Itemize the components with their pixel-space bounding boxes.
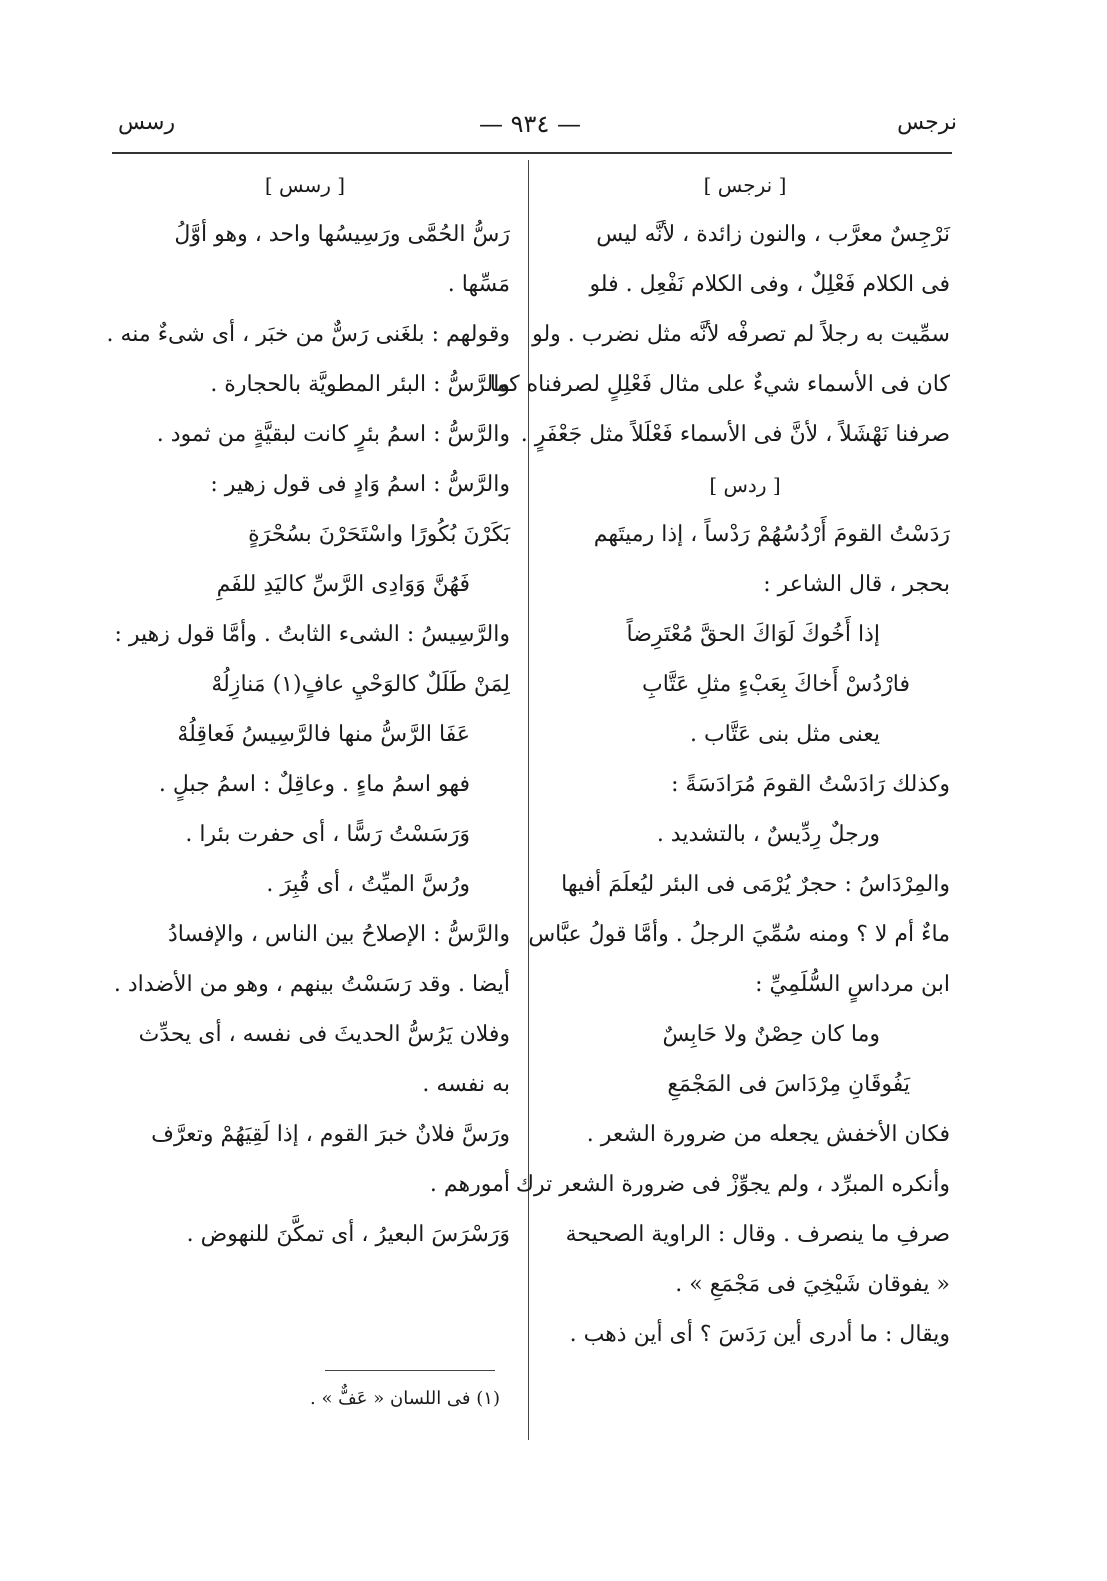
text-line: والرَّسُّ : اسمُ وَادٍ فى قول زهير : <box>210 472 510 497</box>
text-line: ورجلٌ رِدِّيسٌ ، بالتشديد . <box>656 822 880 847</box>
right-column <box>489 160 950 1360</box>
text-line: فى الكلام فَعْلِلٌ ، وفى الكلام نَفْعِل . فلو <box>589 272 950 297</box>
text-line: وما كان حِصْنٌ ولا حَابِسٌ <box>662 1022 880 1047</box>
text-line: وأنكره المبرِّد ، ولم يجوِّزْ فى ضرورة الشعر ترك <box>515 1172 950 1197</box>
section-heading: [ نرجس ] <box>703 173 787 197</box>
text-line: لِمَنْ طَلَلٌ كالوَحْيِ عافٍ(١) مَنازِلُهْ <box>211 672 510 697</box>
text-line: ابن مرداسٍ السُّلَمِيِّ : <box>755 972 950 997</box>
section-heading: [ رسس ] <box>264 173 346 197</box>
text-line: وَرَسَسْتُ رَسًّا ، أى حفرت بئرا . <box>185 822 470 847</box>
column-divider <box>528 160 529 1440</box>
header-right-word: نرجس <box>897 110 957 135</box>
text-line: كان فى الأسماء شيءٌ على مثال فَعْلِلٍ لصرفناه كما <box>489 372 950 397</box>
text-line: إذا أَخُوكَ لَوَاكَ الحقَّ مُعْتَرِضاً <box>626 622 880 647</box>
text-line: « يفوقان شَيْخِيَ فى مَجْمَعِ » . <box>675 1272 950 1297</box>
text-line: أمورهم . <box>429 1172 510 1197</box>
text-line: نَرْجِسٌ معرَّب ، والنون زائدة ، لأنَّه ليس <box>596 222 950 247</box>
text-line: عَفَا الرَّسُّ منها فالرَّسِيسُ فَعاقِلُهْ <box>177 722 470 747</box>
text-line: ماءٌ أم لا ؟ ومنه سُمِّيَ الرجلُ . وأمَّا قولُ عبَّاس <box>528 922 950 947</box>
section-heading: [ ردس ] <box>709 473 781 497</box>
text-line: فكان الأخفش يجعله من ضرورة الشعر . <box>586 1122 950 1147</box>
text-line: يعنى مثل بنى عَتَّاب . <box>689 722 880 747</box>
text-line: والرَّسُّ : اسمُ بئرٍ كانت لبقيَّةٍ من ثمود . <box>156 422 510 447</box>
header-rule <box>112 152 952 154</box>
text-line: مَسِّها . <box>447 272 510 297</box>
text-line: وفلان يَرُسُّ الحديثَ فى نفسه ، أى يحدِّث <box>138 1022 510 1047</box>
text-line: سمِّيت به رجلاً لم تصرفْه لأنَّه مثل نضرب . ولو <box>532 322 950 347</box>
text-line: صرفِ ما ينصرف . وقال : الراوية الصحيحة <box>565 1222 950 1247</box>
text-line: وقولهم : بلغَنى رَسٌّ من خبَر ، أى شىءٌ منه . <box>106 322 510 347</box>
text-line: ورَسَّ فلانٌ خبرَ القوم ، إذا لَقِيَهُمْ وتعرَّف <box>151 1122 510 1147</box>
text-line: والرَّسُّ : البئر المطويَّة بالحجارة . <box>210 372 510 397</box>
text-line: بحجر ، قال الشاعر : <box>763 572 950 597</box>
text-line: وكذلك رَادَسْتُ القومَ مُرَادَسَةً : <box>671 772 950 797</box>
text-line: فَهُنَّ وَوَادِى الرَّسِّ كاليَدِ للفَمِ <box>216 572 470 597</box>
page-number: — ٩٣٤ — <box>479 110 581 138</box>
header-left-word: رسس <box>118 110 176 135</box>
text-line: فهو اسمُ ماءٍ . وعاقِلٌ : اسمُ جبلٍ . <box>158 772 470 797</box>
left-column <box>100 160 510 1260</box>
text-line: والرَّسِيسُ : الشىء الثابتُ . وأمَّا قول زهير : <box>114 622 510 647</box>
text-line: والرَّسُّ : الإصلاحُ بين الناس ، والإفسادُ <box>167 922 510 947</box>
text-line: يَفُوقَانِ مِرْدَاسَ فى المَجْمَعِ <box>667 1072 910 1097</box>
text-line: ورُسَّ الميِّتُ ، أى قُبِرَ . <box>266 872 470 897</box>
footnote: (١) فى اللسان « عَفٌّ » . <box>310 1388 500 1409</box>
text-line: وَرَسْرَسَ البعيرُ ، أى تمكَّنَ للنهوض . <box>186 1222 510 1247</box>
text-line: أيضا . وقد رَسَسْتُ بينهم ، وهو من الأضداد . <box>113 972 510 997</box>
text-line: صرفنا نَهْشَلاً ، لأنَّ فى الأسماء فَعْلَلاً مثل جَعْفَرٍ . <box>520 422 950 447</box>
text-line: ويقال : ما أدرى أين رَدَسَ ؟ أى أين ذهب . <box>569 1322 950 1347</box>
text-line: به نفسه . <box>422 1072 510 1097</box>
text-line: رَسُّ الحُمَّى ورَسِيسُها واحد ، وهو أوَّلُ <box>174 222 510 247</box>
text-line: والمِرْدَاسُ : حجرٌ يُرْمَى فى البئر ليُعلَمَ أفيها <box>561 872 950 897</box>
footnote-rule <box>325 1370 495 1371</box>
text-line: فارْدُسْ أَخاكَ بِعَبْءٍ مثلِ عَتَّابِ <box>642 672 910 697</box>
text-line: بَكَرْنَ بُكُورًا واسْتَحَرْنَ بسُحْرَةٍ <box>248 522 510 547</box>
text-line: رَدَسْتُ القومَ أَرْدُسُهُمْ رَدْساً ، إذا رميتَهم <box>593 522 950 547</box>
